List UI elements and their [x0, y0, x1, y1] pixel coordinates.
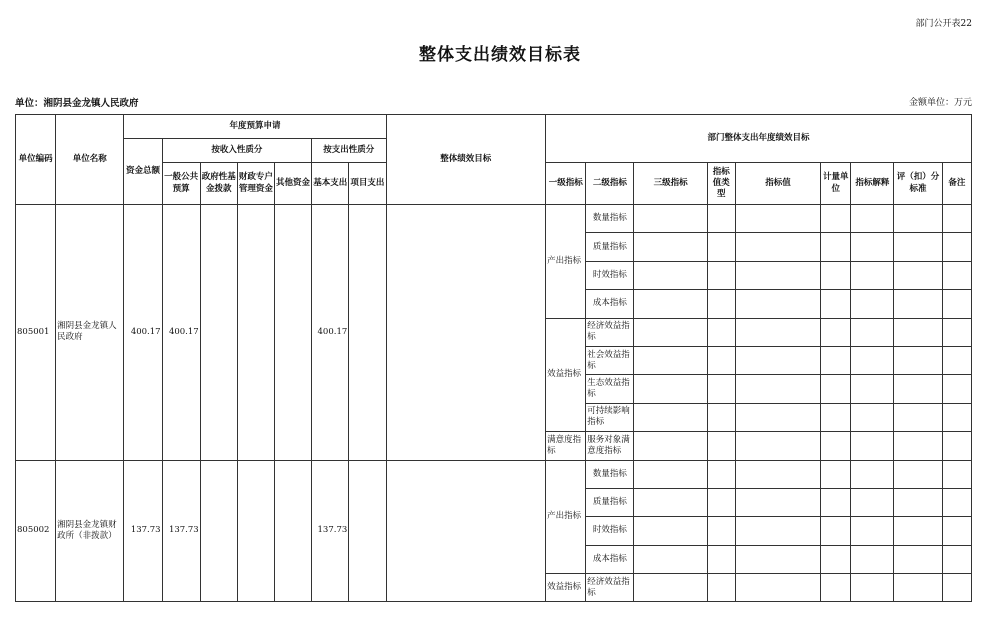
value-type-cell	[707, 318, 735, 346]
remark-cell	[942, 375, 971, 403]
level2-cell: 经济效益指标	[586, 574, 634, 602]
remark-cell	[942, 545, 971, 573]
explain-cell	[851, 432, 894, 460]
value-type-cell	[707, 460, 735, 488]
basic-expense-cell: 400.17	[312, 205, 349, 461]
scoring-cell	[894, 346, 942, 374]
unit-cell	[821, 346, 851, 374]
value-cell	[735, 432, 820, 460]
header-other-funds: 其他资金	[274, 163, 311, 205]
level3-cell	[634, 517, 707, 545]
unit-cell	[821, 574, 851, 602]
explain-cell	[851, 517, 894, 545]
level3-cell	[634, 261, 707, 289]
header-by-expense: 按支出性质分	[312, 139, 386, 163]
remark-cell	[942, 261, 971, 289]
header-unit: 计量单位	[821, 163, 851, 205]
general-budget-cell: 137.73	[162, 460, 200, 602]
unit-code-cell: 805002	[16, 460, 56, 602]
header-general-budget: 一般公共预算	[162, 163, 200, 205]
explain-cell	[851, 545, 894, 573]
level2-cell: 时效指标	[586, 261, 634, 289]
header-total-funds: 资金总额	[124, 139, 162, 205]
value-type-cell	[707, 574, 735, 602]
remark-cell	[942, 318, 971, 346]
explain-cell	[851, 233, 894, 261]
scoring-cell	[894, 233, 942, 261]
value-type-cell	[707, 488, 735, 516]
unit-cell	[821, 318, 851, 346]
remark-cell	[942, 488, 971, 516]
level1-cell: 效益指标	[546, 574, 586, 602]
unit-name-cell: 湘阴县金龙镇人民政府	[56, 205, 124, 461]
unit-cell	[821, 517, 851, 545]
value-cell	[735, 261, 820, 289]
level3-cell	[634, 233, 707, 261]
scoring-cell	[894, 432, 942, 460]
value-type-cell	[707, 517, 735, 545]
unit-cell	[821, 488, 851, 516]
level3-cell	[634, 318, 707, 346]
remark-cell	[942, 460, 971, 488]
scoring-cell	[894, 375, 942, 403]
scoring-cell	[894, 318, 942, 346]
level2-cell: 时效指标	[586, 517, 634, 545]
overall-goal-cell	[386, 460, 546, 602]
value-type-cell	[707, 290, 735, 318]
header-unit-name: 单位名称	[56, 115, 124, 205]
level2-cell: 数量指标	[586, 460, 634, 488]
value-cell	[735, 488, 820, 516]
scoring-cell	[894, 545, 942, 573]
header-by-income: 按收入性质分	[162, 139, 312, 163]
level3-cell	[634, 403, 707, 431]
unit-cell	[821, 432, 851, 460]
value-type-cell	[707, 261, 735, 289]
level3-cell	[634, 460, 707, 488]
remark-cell	[942, 517, 971, 545]
remark-cell	[942, 574, 971, 602]
gov-fund-cell	[200, 205, 237, 461]
basic-expense-cell: 137.73	[312, 460, 349, 602]
level2-cell: 质量指标	[586, 233, 634, 261]
remark-cell	[942, 233, 971, 261]
explain-cell	[851, 205, 894, 233]
value-type-cell	[707, 403, 735, 431]
unit-cell	[821, 261, 851, 289]
value-cell	[735, 403, 820, 431]
value-cell	[735, 517, 820, 545]
other-funds-cell	[274, 205, 311, 461]
level3-cell	[634, 375, 707, 403]
scoring-cell	[894, 290, 942, 318]
header-unit-code: 单位编码	[16, 115, 56, 205]
project-expense-cell	[349, 460, 386, 602]
level1-cell: 产出指标	[546, 205, 586, 319]
level1-cell: 满意度指标	[546, 432, 586, 460]
scoring-cell	[894, 261, 942, 289]
explain-cell	[851, 375, 894, 403]
special-fund-cell	[237, 460, 274, 602]
explain-cell	[851, 574, 894, 602]
level2-cell: 社会效益指标	[586, 346, 634, 374]
header-level2: 二级指标	[586, 163, 634, 205]
unit-cell	[821, 233, 851, 261]
value-type-cell	[707, 346, 735, 374]
explain-cell	[851, 488, 894, 516]
gov-fund-cell	[200, 460, 237, 602]
scoring-cell	[894, 403, 942, 431]
level2-cell: 生态效益指标	[586, 375, 634, 403]
remark-cell	[942, 346, 971, 374]
header-remark: 备注	[942, 163, 971, 205]
value-cell	[735, 545, 820, 573]
header-level1: 一级指标	[546, 163, 586, 205]
explain-cell	[851, 346, 894, 374]
value-cell	[735, 318, 820, 346]
header-project-expense: 项目支出	[349, 163, 386, 205]
scoring-cell	[894, 574, 942, 602]
level2-cell: 成本指标	[586, 545, 634, 573]
remark-cell	[942, 205, 971, 233]
scoring-cell	[894, 205, 942, 233]
header-dept-goal: 部门整体支出年度绩效目标	[546, 115, 972, 163]
unit-cell	[821, 290, 851, 318]
value-type-cell	[707, 432, 735, 460]
unit-cell	[821, 545, 851, 573]
value-cell	[735, 346, 820, 374]
level1-cell: 效益指标	[546, 318, 586, 432]
scoring-cell	[894, 488, 942, 516]
value-type-cell	[707, 205, 735, 233]
value-type-cell	[707, 233, 735, 261]
page-label: 部门公开表22	[915, 19, 972, 29]
value-type-cell	[707, 545, 735, 573]
explain-cell	[851, 290, 894, 318]
value-cell	[735, 574, 820, 602]
header-explain: 指标解释	[851, 163, 894, 205]
value-cell	[735, 290, 820, 318]
header-scoring: 评（扣）分标准	[894, 163, 942, 205]
level2-cell: 服务对象满意度指标	[586, 432, 634, 460]
explain-cell	[851, 403, 894, 431]
level3-cell	[634, 545, 707, 573]
unit-cell	[821, 460, 851, 488]
level1-cell: 产出指标	[546, 460, 586, 574]
level2-cell: 经济效益指标	[586, 318, 634, 346]
level2-cell: 成本指标	[586, 290, 634, 318]
table-row	[16, 460, 972, 488]
header-level3: 三级指标	[634, 163, 707, 205]
unit-cell	[821, 403, 851, 431]
level3-cell	[634, 574, 707, 602]
unit-cell	[821, 375, 851, 403]
value-type-cell	[707, 375, 735, 403]
value-cell	[735, 205, 820, 233]
total-funds-cell: 400.17	[124, 205, 162, 461]
level3-cell	[634, 205, 707, 233]
overall-goal-cell	[386, 205, 546, 461]
amount-unit-label: 金额单位：万元	[908, 98, 972, 108]
page-title: 整体支出绩效目标表	[419, 45, 581, 65]
header-annual-budget: 年度预算申请	[124, 115, 386, 139]
header-gov-fund: 政府性基金拨款	[200, 163, 237, 205]
other-funds-cell	[274, 460, 311, 602]
unit-label: 单位：湘阴县金龙镇人民政府	[15, 98, 139, 109]
unit-name-cell: 湘阴县金龙镇财政所（非拨款）	[56, 460, 124, 602]
remark-cell	[942, 432, 971, 460]
level2-cell: 可持续影响指标	[586, 403, 634, 431]
remark-cell	[942, 290, 971, 318]
value-cell	[735, 375, 820, 403]
header-special-fund: 财政专户管理资金	[237, 163, 274, 205]
level3-cell	[634, 290, 707, 318]
explain-cell	[851, 318, 894, 346]
scoring-cell	[894, 460, 942, 488]
table-row	[16, 205, 972, 233]
level2-cell: 质量指标	[586, 488, 634, 516]
total-funds-cell: 137.73	[124, 460, 162, 602]
header-value-type: 指标值类型	[707, 163, 735, 205]
value-cell	[735, 460, 820, 488]
special-fund-cell	[237, 205, 274, 461]
header-basic-expense: 基本支出	[312, 163, 349, 205]
performance-table	[15, 114, 972, 602]
remark-cell	[942, 403, 971, 431]
explain-cell	[851, 460, 894, 488]
level3-cell	[634, 488, 707, 516]
level2-cell: 数量指标	[586, 205, 634, 233]
project-expense-cell	[349, 205, 386, 461]
level3-cell	[634, 432, 707, 460]
level3-cell	[634, 346, 707, 374]
value-cell	[735, 233, 820, 261]
scoring-cell	[894, 517, 942, 545]
unit-code-cell: 805001	[16, 205, 56, 461]
general-budget-cell: 400.17	[162, 205, 200, 461]
header-value: 指标值	[735, 163, 820, 205]
explain-cell	[851, 261, 894, 289]
unit-cell	[821, 205, 851, 233]
header-overall-goal: 整体绩效目标	[386, 115, 546, 205]
